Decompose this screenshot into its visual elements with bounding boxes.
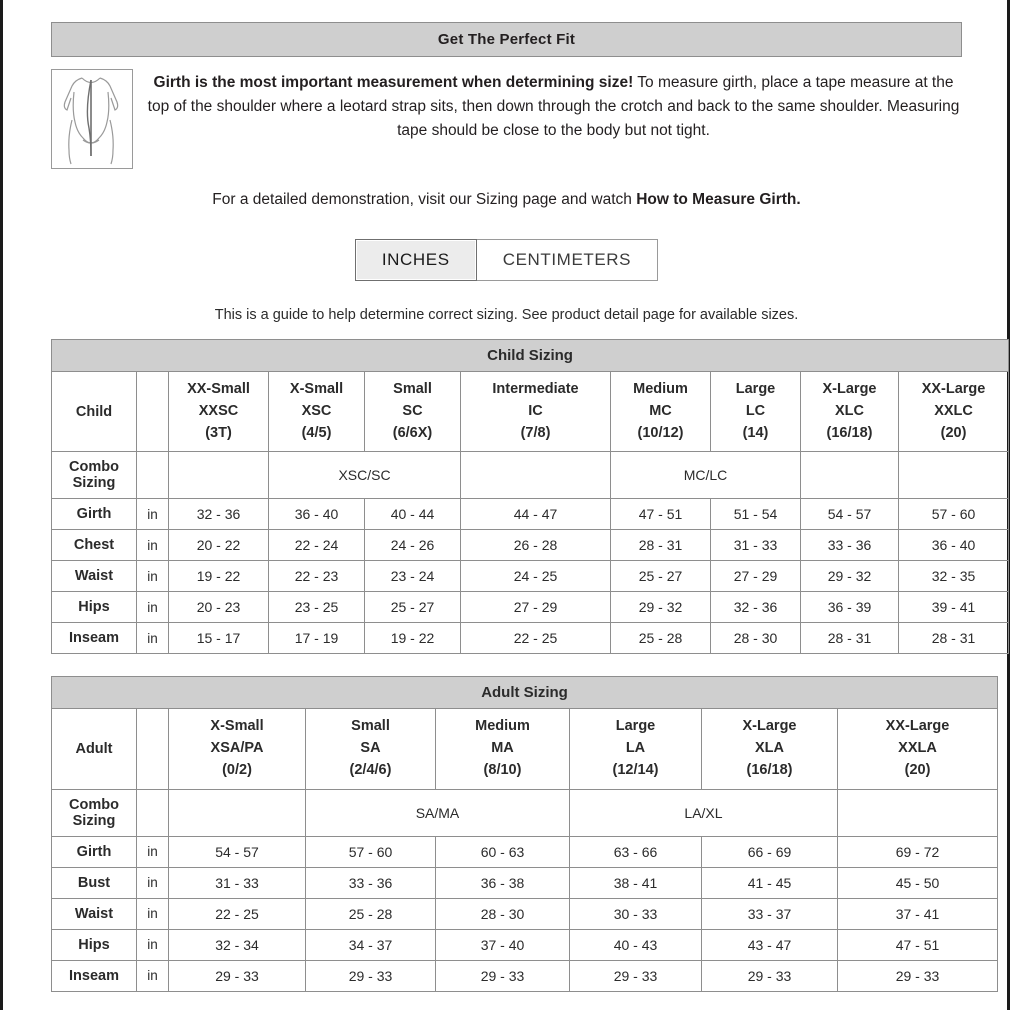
- child-col-1: X-Small XSC (4/5): [269, 372, 365, 452]
- adult-table-title: Adult Sizing: [52, 677, 998, 709]
- centimeters-button[interactable]: CENTIMETERS: [477, 239, 658, 281]
- demo-prefix: For a detailed demonstration, visit our Sizing page and watch: [212, 191, 637, 208]
- child-col-4: Medium MC (10/12): [611, 372, 711, 452]
- adult-col-1: Small SA (2/4/6): [306, 709, 436, 789]
- table-row: Chest in 20 - 22 22 - 24 24 - 26 26 - 28 28 - 31 31 - 33 33 - 36 36 - 40: [52, 530, 1009, 561]
- intro-text: [145, 69, 962, 143]
- adult-col-3: Large LA (12/14): [570, 709, 702, 789]
- child-table-title: Child Sizing: [52, 340, 1009, 372]
- guide-note: This is a guide to help determine correct sizing. See product detail page for available sizes.: [214, 307, 799, 323]
- table-row: Girth in 54 - 57 57 - 60 60 - 63 63 - 66 66 - 69 69 - 72: [52, 836, 998, 867]
- table-row: Girth in 32 - 36 36 - 40 40 - 44 44 - 47 47 - 51 51 - 54 54 - 57 57 - 60: [52, 499, 1009, 530]
- table-row: Waist in 19 - 22 22 - 23 23 - 24 24 - 25 25 - 27 27 - 29 29 - 32 32 - 35: [52, 561, 1009, 592]
- adult-row-label: Adult: [52, 709, 137, 789]
- inches-button[interactable]: INCHES: [355, 239, 477, 281]
- table-row: Hips in 32 - 34 34 - 37 37 - 40 40 - 43 43 - 47 47 - 51: [52, 929, 998, 960]
- child-sizing-table: [51, 339, 1009, 654]
- table-row: Bust in 31 - 33 33 - 36 36 - 38 38 - 41 41 - 45 45 - 50: [52, 867, 998, 898]
- table-row: Inseam in 15 - 17 17 - 19 19 - 22 22 - 25 25 - 28 28 - 30 28 - 31 28 - 31: [52, 623, 1009, 654]
- leotard-diagram-icon: [51, 69, 133, 169]
- table-row: Waist in 22 - 25 25 - 28 28 - 30 30 - 33 33 - 37 37 - 41: [52, 898, 998, 929]
- adult-combo-1: SA/MA: [306, 789, 570, 836]
- adult-combo-label: Combo Sizing: [52, 789, 137, 836]
- adult-col-2: Medium MA (8/10): [436, 709, 570, 789]
- child-col-3: Intermediate IC (7/8): [461, 372, 611, 452]
- adult-col-5: XX-Large XXLA (20): [838, 709, 998, 789]
- intro-bold-lead: Girth is the most important measurement when determining size!: [153, 74, 634, 91]
- child-combo-1: XSC/SC: [269, 452, 461, 499]
- adult-col-0: X-Small XSA/PA (0/2): [169, 709, 306, 789]
- child-col-5: Large LC (14): [711, 372, 801, 452]
- table-row: Hips in 20 - 23 23 - 25 25 - 27 27 - 29 29 - 32 32 - 36 36 - 39 39 - 41: [52, 592, 1009, 623]
- child-col-6: X-Large XLC (16/18): [801, 372, 899, 452]
- unit-toggle[interactable]: [51, 239, 962, 281]
- child-combo-2: MC/LC: [611, 452, 801, 499]
- adult-col-4: X-Large XLA (16/18): [702, 709, 838, 789]
- adult-combo-2: LA/XL: [570, 789, 838, 836]
- child-col-0: XX-Small XXSC (3T): [169, 372, 269, 452]
- how-to-measure-girth-link[interactable]: How to Measure Girth.: [636, 191, 801, 208]
- child-row-label: Child: [52, 372, 137, 452]
- demo-line: [51, 191, 962, 209]
- child-combo-label: Combo Sizing: [52, 452, 137, 499]
- page-title: Get The Perfect Fit: [51, 22, 962, 57]
- intro-body: To measure girth, place a tape measure at the top of the shoulder where a leotard strap sits, then down through the crotch and back to the same shoulder. Measuring tape should be close to the body but not tight.: [147, 74, 960, 140]
- child-col-7: XX-Large XXLC (20): [899, 372, 1009, 452]
- adult-sizing-table: [51, 676, 998, 991]
- intro-section: [51, 69, 962, 169]
- table-row: Inseam in 29 - 33 29 - 33 29 - 33 29 - 33 29 - 33 29 - 33: [52, 960, 998, 991]
- child-col-2: Small SC (6/6X): [365, 372, 461, 452]
